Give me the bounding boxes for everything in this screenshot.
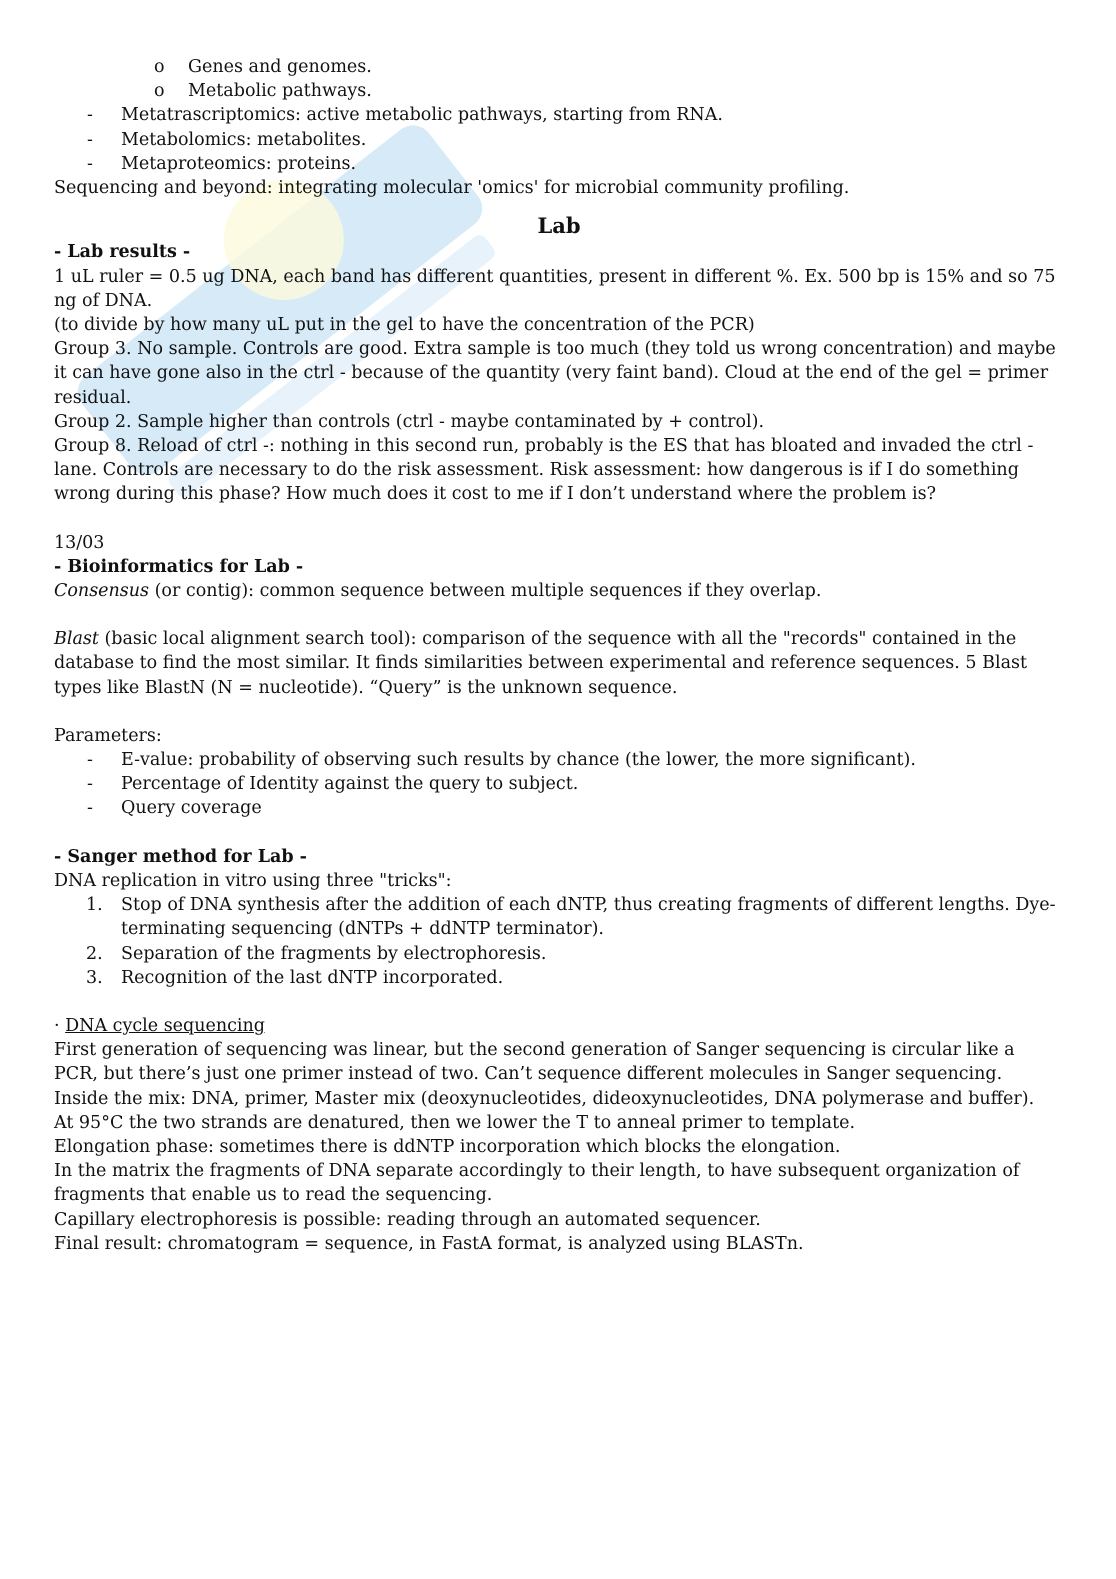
list-item: o Genes and genomes. xyxy=(54,55,1064,79)
dash-bullet: - xyxy=(87,153,93,174)
paragraph: In the matrix the fragments of DNA separate accordingly to their length, to have subsequent organization of fragments that enable us to read the sequencing. xyxy=(54,1161,1020,1206)
list-item: - Query coverage xyxy=(54,796,1064,820)
paragraph: (to divide by how many uL put in the gel to have the concentration of the PCR) xyxy=(54,315,755,336)
list-item: - Metaproteomics: proteins. xyxy=(54,152,1064,176)
paragraph: 1 uL ruler = 0.5 ug DNA, each band has different quantities, present in different %. Ex. 500 bp is 15% and so 75 ng of DNA. xyxy=(54,266,1056,311)
dash-bullet: - xyxy=(87,750,93,771)
circle-bullet: o xyxy=(154,57,165,77)
cycle-heading: DNA cycle sequencing xyxy=(65,1015,265,1036)
list-item: 1. Stop of DNA synthesis after the addition of each dNTP, thus creating fragments of different lengths. Dye-terminating sequencing (dNTPs + ddNTP terminator). xyxy=(86,895,1056,940)
list-item: 2. Separation of the fragments by electrophoresis. xyxy=(54,942,1064,966)
lab-results-heading: - Lab results - xyxy=(54,242,191,263)
section-title: Lab xyxy=(537,213,581,239)
list-item: - Metabolomics: metabolites. xyxy=(54,128,1064,152)
paragraph: First generation of sequencing was linear, but the second generation of Sanger sequencing is circular like a PCR, but there’s just one primer instead of two. Can’t sequence different molecules in Sanger sequencing. xyxy=(54,1040,1015,1085)
paragraph: Group 2. Sample higher than controls (ctrl - maybe contaminated by + control). xyxy=(54,411,765,432)
paragraph: Final result: chromatogram = sequence, in FastA format, is analyzed using BLASTn. xyxy=(54,1233,804,1254)
dash-bullet: - xyxy=(87,798,93,819)
parameters-list xyxy=(54,748,1064,821)
dash-bullet: - xyxy=(87,129,93,150)
step-number: 2. xyxy=(86,943,103,964)
sanger-steps-list xyxy=(54,893,1064,990)
list-item: - Percentage of Identity against the query to subject. xyxy=(54,772,1064,796)
middle-dot-bullet: · xyxy=(54,1015,66,1036)
blast-paragraph: Blast (basic local alignment search tool): comparison of the sequence with all the "records" contained in the database to find the most similar. It finds similarities between experimental and reference sequences. 5 Blast types like BlastN (N = nucleotide). “Query” is the unknown sequence. xyxy=(54,629,1028,698)
parameters-label: Parameters: xyxy=(54,725,162,746)
list-item: - Metatrascriptomics: active metabolic pathways, starting from RNA. xyxy=(54,103,1064,127)
paragraph: Group 8. Reload of ctrl -: nothing in this second run, probably is the ES that has bloated and invaded the ctrl - lane. Controls are necessary to do the risk assessment. Risk assessment: how dangerous is if I do something wrong during this phase? How much does it cost to me if I don’t understand where the problem is? xyxy=(54,436,1034,505)
sanger-intro: DNA replication in vitro using three "tricks": xyxy=(54,870,452,891)
consensus-paragraph: Consensus (or contig): common sequence between multiple sequences if they overlap. xyxy=(54,581,822,602)
step-number: 3. xyxy=(86,967,103,988)
paragraph: Capillary electrophoresis is possible: reading through an automated sequencer. xyxy=(54,1209,761,1230)
dash-bullet: - xyxy=(87,105,93,126)
paragraph: At 95°C the two strands are denatured, then we lower the T to anneal primer to template. xyxy=(54,1112,856,1133)
paragraph: Elongation phase: sometimes there is ddNTP incorporation which blocks the elongation. xyxy=(54,1136,841,1157)
intro-line: Sequencing and beyond: integrating molecular 'omics' for microbial community profiling. xyxy=(54,178,850,199)
omics-dash-list xyxy=(54,103,1064,176)
paragraph: Inside the mix: DNA, primer, Master mix (deoxynucleotides, dideoxynucleotides, DNA polymerase and buffer). xyxy=(54,1088,1035,1109)
bioinformatics-heading: - Bioinformatics for Lab - xyxy=(54,556,304,577)
sanger-heading: - Sanger method for Lab - xyxy=(54,846,307,867)
step-number: 1. xyxy=(86,895,103,916)
list-item: - E-value: probability of observing such results by chance (the lower, the more significant). xyxy=(54,748,1064,772)
paragraph: Group 3. No sample. Controls are good. Extra sample is too much (they told us wrong concentration) and maybe it can have gone also in the ctrl - because of the quantity (very faint band). Cloud at the end of the gel = primer residual. xyxy=(54,339,1056,408)
circle-bullet: o xyxy=(154,81,165,102)
consensus-term: Consensus xyxy=(54,581,150,602)
list-item: o Metabolic pathways. xyxy=(54,79,1064,103)
list-item: 3. Recognition of the last dNTP incorporated. xyxy=(54,966,1064,990)
blast-term: Blast xyxy=(54,629,99,650)
dash-bullet: - xyxy=(87,774,93,795)
cycle-heading-line xyxy=(54,1014,1064,1038)
date-label: 13/03 xyxy=(54,532,105,553)
document-page xyxy=(54,55,1064,1256)
omics-sub-list xyxy=(54,55,1064,103)
